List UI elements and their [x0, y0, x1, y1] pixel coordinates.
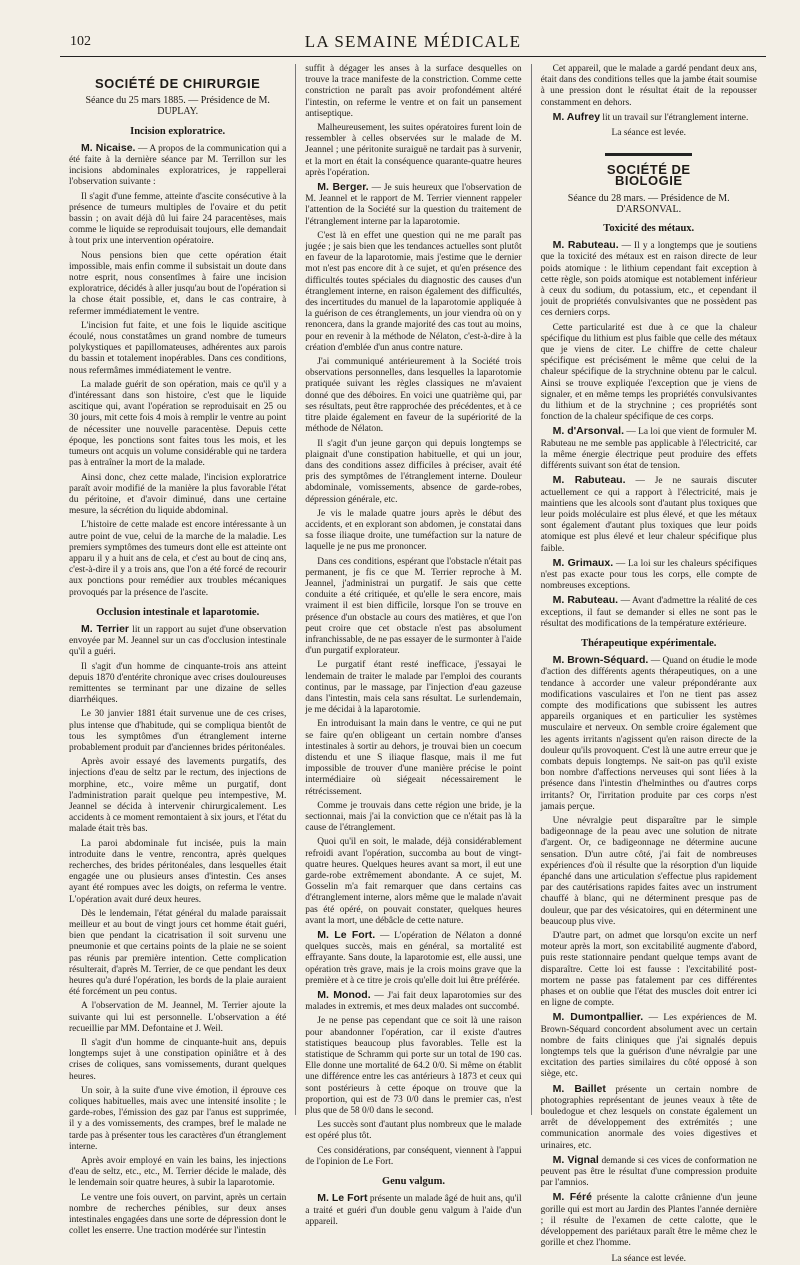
paragraph: La malade guérit de son opération, mais ce qu'il y a d'intéressant dans son histoire, c'est que le liquide ascitique qui, avant l'opération se reproduisait en 25 ou 30 jours, mit cette fois 4 mois à remplir le ventre au point de nécessiter une nouvelle paracentèse. Depuis cette époque, les ponctions sont faites tous les mois, et les tumeurs ont acquis un volume considérable qui ne tardera pas à entraîner la mort de la malade. — [69, 379, 287, 469]
subsection-title: Toxicité des métaux. — [603, 223, 695, 235]
paragraph-text: — A propos de la communication qui a été faite à la dernière séance par M. Terrillon sur les incisions abdominales exploratrices, je rappellerai l'observation suivante : — [69, 143, 287, 188]
subsection-title: Thérapeutique expérimentale. — [581, 637, 717, 649]
paragraph-text: lit un rapport au sujet d'une observation envoyée par M. Jeannel sur un cas d'occlusion intestinale qu'il a guéri. — [69, 624, 287, 658]
paragraph: A l'observation de M. Jeannel, M. Terrier ajoute la suivante qui lui est personnelle. L'observation a été recueillie par MM. Defontaine et J. Weil. — [69, 1001, 287, 1034]
paragraph-text: présente un malade âgé de huit ans, qu'il a traité et guéri d'un double genu valgum à l'aide d'un appareil. — [305, 1194, 522, 1227]
paragraph — [541, 1084, 757, 1152]
paragraph-text: — Les expériences de M. Brown-Séquard concordent absolument avec un certain nombre de faits cliniques que j'ai signalés depuis longtemps tels que la guérison d'une névralgie par une excitation des parties similaires du côté opposé à son siège, etc. — [540, 1013, 757, 1080]
paragraph — [305, 182, 521, 228]
section-title: SOCIÉTÉ DE BIOLOGIE — [605, 153, 692, 186]
speaker-name: M. Brown-Séquard. — [552, 654, 649, 667]
paragraph-text: — Il y a longtemps que je soutiens que la toxicité des métaux est en raison directe de leur poids atomique : le lithium cependant fait exception à cette règle, son poids atomique est notablement inférieur à ceux du sodium, du potassium, etc., et cependant il jouit de propriétés convulsivantes que ne possèdent pas ces derniers corps. — [540, 241, 757, 319]
paragraph: Nous pensions bien que cette opération était impossible, mais enfin comme il subsistait un doute dans notre esprit, nous consentîmes à faire une incision exploratrice, décidés à aller jusqu'au bout de l'opération si la chose était possible, et, dans le cas contraire, à refermer immédiatement le ventre. — [69, 250, 287, 317]
paragraph — [541, 112, 757, 124]
paragraph-text: — Quand on étudie le mode d'action des différents agents thérapeutiques, on a une tendance à accorder une valeur prépondérante aux modifications vasculaires et l'on ne tient pas assez compte des modifications que subissent les autres appareils organiques et en particulier les systèmes musculaire et nerveux. On semble croire également que les agents irritants n'agissent qu'en raison directe de la douleur qu'ils provoquent. C'est là une autre erreur que je combats depuis longtemps. Ne sait-on pas qu'il existe bon nombre d'affections nerveuses qui sont liées à la présence dans l'intestin d'helminthes ou d'autres corps irritants? Or, l'irritation produite par ces corps n'est jamais perçue. — [540, 656, 757, 812]
paragraph-text: présente la calotte crânienne d'un jeune gorille qui est mort au Jardin des Plantes l'année dernière ; il résulte de l'examen de cette calotte, que le développement des pariétaux paraît être le même chez le gorille et chez l'homme. — [540, 1193, 757, 1249]
paragraph — [305, 1193, 521, 1228]
speaker-name: M. Nicaise. — [81, 141, 136, 154]
speaker-name: M. Berger. — [317, 181, 369, 194]
paragraph-text: — Je suis heureux que l'observation de M. Jeannel et le rapport de M. Terrier viennent rappeler l'attention de la Société sur la question du traitement de l'étranglement interne par la laparotomie. — [305, 183, 522, 227]
paragraph: Quoi qu'il en soit, le malade, déjà considérablement refroidi avant l'opération, succomba au bout de vingt-quatre heures. Quelques heures avant sa mort, il eut une garde-robe extrêmement abondante. A ce sujet, M. Gosselin m'a fait remarquer que dans certains cas d'étranglement interne, alors même que le malade n'avait pas été opéré, on pouvait constater, quelques heures avant la mort, une débâcle de cette nature. — [305, 837, 522, 926]
paragraph: Après avoir employé en vain les bains, les injections d'eau de seltz, etc., etc., M. Terrier décide le malade, dès le lendemain soir quatre heures, à subir la laparotomie. — [69, 1156, 287, 1189]
paragraph: Ces considérations, par conséquent, viennent à l'appui de l'opinion de Le Fort. — [305, 1145, 522, 1167]
speaker-name: M. Féré — [552, 1191, 592, 1204]
paragraph: Les succès sont d'autant plus nombreux que le malade est opéré plus tôt. — [305, 1120, 522, 1142]
paragraph-text: présente un certain nombre de photographies représentant de jeunes veaux à tête de bouledogue et chez lesquels on constate également un arrêt de développement des extrémités ; une communication anormale des voies digestives et urinaires, etc. — [540, 1084, 757, 1151]
paragraph: La paroi abdominale fut incisée, puis la main introduite dans le ventre, rencontra, après quelques recherches, des brides péritonéales, dans lesquelles était engagée une ou plusieurs anses d'intestin. Ces anses ayant été rompues avec les doigts, on referma le ventre. L'opération avait duré deux heures. — [69, 838, 287, 905]
paragraph: Je ne pense pas cependant que ce soit là une raison pour abandonner l'opération, car il existe d'autres statistiques beaucoup plus favorables. Telle est la statistique de Schramm qui porte sur un total de 190 cas. Elle donne une mortalité de 64.2 0/0. Si même on établit une différence entre les cas antérieurs à 1873 et ceux qui sont postérieurs à cette époque on trouve que la proportion, qui est de 73 0/0 dans le premier cas, n'est plus que de 58 0/0 dans le second. — [305, 1016, 522, 1117]
speaker-name: M. Rabuteau. — [552, 474, 626, 487]
paragraph: Il s'agit d'une femme, atteinte d'ascite consécutive à la présence de tumeurs multiples de l'ovaire et du petit bassin ; on avait déjà dû lui faire 24 paracentèses, mais comme le liquide se reproduisait toujours, elle demandait à tout prix une intervention opératoire. — [69, 191, 287, 247]
paragraph: J'ai communiqué antérieurement à la Société trois observations personnelles, dans lesquelles la laparotomie pratiquée suivant les règles classiques ne m'avaient donné que des déboires. En voici une quatrième qui, par ses résultats, peut être rapprochée des précédentes, et à ce titre plaide également en faveur de la supériorité de la méthode de Nélaton. — [305, 357, 522, 435]
paragraph-text: — L'opération de Nélaton a donné quelques succès, mais en général, sa mortalité est effrayante. Sans doute, la laparotomie est, elle aussi, une opération très grave, mais je la crois moins grave que la première et à ce titre je crois qu'elle doit lui être préférée. — [305, 931, 522, 986]
paragraph: Dès le lendemain, l'état général du malade paraissait meilleur et au bout de vingt jours cet homme était guéri, bien que pendant la cicatrisation il soit survenu une pneumonie et que certains points de la plaie ne se soient pas réunis par première intention. Cette complication résulterait, d'après M. Terrier, de ce que pendant les deux heures qu'a duré l'opération, les bords de la plaie auraient été forcément un peu contus. — [69, 908, 287, 998]
session-closing: La séance est levée. — [611, 1253, 686, 1264]
speaker-name: M. Terrier — [81, 622, 129, 635]
column-right — [531, 64, 766, 1264]
paragraph: Le ventre une fois ouvert, on parvint, après un certain nombre de recherches pénibles, sur deux anses intestinales engagées dans une sorte de dépression dont le collet les enserre. Une traction modérée sur l'intestin — [69, 1192, 287, 1237]
subsection-title: Genu valgum. — [381, 1176, 445, 1188]
paragraph — [541, 240, 757, 319]
speaker-name: M. Monod. — [317, 989, 371, 1002]
speaker-name: M. Aufrey — [552, 110, 601, 123]
paragraph — [541, 1012, 757, 1080]
paragraph-text: — La loi que vient de formuler M. Rabuteau ne me semble pas applicable à l'électricité, car la même énergie électrique peut produire des effets différents suivant son état de tension. — [540, 427, 757, 472]
paragraph: Il s'agit d'un jeune garçon qui depuis longtemps se plaignait d'une constipation habituelle, et qui un jour, dans des conditions assez difficiles à préciser, avait été pris des symptômes de l'étranglement interne. Douleur abdominale, vomissements, absence de garde-robes, dépression générale, etc. — [305, 438, 522, 505]
subsection-title: Incision exploratrice. — [130, 125, 226, 137]
paragraph: Un soir, à la suite d'une vive émotion, il éprouve ces coliques habituelles, mais avec une intensité insolite ; le garde-robes, l'émission des gaz par l'anus est supprimée, il y a des vomissements, des crampes, bref le malade ne tarde pas à présenter tous les caractères d'un étranglement interne. — [69, 1085, 287, 1152]
paragraph: L'histoire de cette malade est encore intéressante à un autre point de vue, celui de la marche de la maladie. Les premiers symptômes des tumeurs dont elle est atteinte ont apparu il y a huit ans de cela, et c'est au bout de cinq ans, c'est-à-dire il y a trois ans, que l'on a été forcé de recourir aux ponctions pour remédier aux troubles mécaniques provoqués par la présence de l'ascite. — [69, 520, 287, 598]
running-title: LA SEMAINE MÉDICALE — [304, 32, 522, 51]
paragraph: Une névralgie peut disparaître par le simple badigeonnage de la peau avec une solution de nitrate d'argent. Or, ce badigeonnage ne détermine aucune sensation. D'un autre côté, j'ai fait de nombreuses expériences d'où il résulte que la résorption d'un liquide épanché dans une articulation s'effectue plus rapidement par des cautérisations rapides faites avec un instrument chauffé à blanc, qui ne déterminent presque pas de douleur, que par des vésicatoires, qui en déterminent une beaucoup plus vive. — [540, 815, 757, 927]
column-middle — [295, 64, 530, 1227]
paragraph — [541, 655, 757, 813]
paragraph: Après avoir essayé des lavements purgatifs, des injections d'eau de seltz par le rectum, des injections de morphine, etc., voire même un purgatif, dont l'administration parait quelque peu intempestive, M. Jeannel se décida à intervenir chirurgicalement. Les accidents à ce moment remontaient à six jours, et l'état du malade était très bas. — [69, 757, 287, 835]
speaker-name: M. Le Fort. — [317, 929, 376, 942]
speaker-name: M. Grimaux. — [552, 556, 614, 569]
text-columns — [60, 64, 766, 1264]
paragraph: Comme je trouvais dans cette région une bride, je la sectionnai, mais j'ai la conviction que ce n'était pas là la cause de l'étranglement. — [305, 800, 522, 834]
speaker-name: M. Vignal — [552, 1153, 599, 1166]
section-title: SOCIÉTÉ DE CHIRURGIE — [95, 76, 261, 91]
paragraph: L'incision fut faite, et une fois le liquide ascitique écoulé, nous constatâmes un grand nombre de tumeurs polykystiques et papillomateuses, adhérentes aux parois du bassin et totalement inopérables. Dans ces conditions, nous refermâmes immédiatement le ventre. — [69, 320, 287, 376]
paragraph — [541, 426, 757, 472]
paragraph: C'est là en effet une question qui ne me paraît pas jugée ; je sais bien que les tendances actuelles sont plutôt en faveur de la laparotomie, mais j'estime que le dernier mot n'est pas encore dit à ce sujet, et qu'en présence des difficultés toutes spéciales du diagnostic des causes d'un étranglement interne, en raison également des difficultés, des incertitudes du manuel de la laparotomie appliquée à la guérison de ces étranglements, un jour viendra où on y renoncera, dans la grande majorité des cas tout au moins, pour en revenir à la méthode de Nélaton, c'est-à-dire à la création d'emblée d'un anus contre nature. — [305, 230, 522, 353]
paragraph — [69, 624, 286, 659]
paragraph: En introduisant la main dans le ventre, ce qui ne put se faire qu'en obligeant un certain nombre d'anses intestinales à sortir au dehors, je trouvai bien un coecum distendu et une S iliaque flasque, mais il me fut impossible de trouver d'une manière précise le point intermédiaire où siégeait nécessairement le rétrécissement. — [305, 719, 522, 797]
session-closing: La séance est levée. — [611, 128, 686, 139]
paragraph: Je vis le malade quatre jours après le début des accidents, et en explorant son abdomen, je constatai dans sa fosse iliaque droite, une tuméfaction sur la nature de laquelle je ne pus me prononcer. — [305, 508, 522, 553]
session-line: Séance du 28 mars. — Présidence de M. D'ARSONVAL. — [567, 192, 730, 215]
paragraph-text: — J'ai fait deux laparotomies sur des malades in extremis, et mes deux malades ont succombé. — [305, 991, 522, 1013]
paragraph — [541, 595, 757, 630]
paragraph-text: — Je ne saurais discuter actuellement ce qui a rapport à l'électricité, mais je maintiens que les alcools sont d'autant plus toxiques que leur poids moléculaire est plus élevé, et que les métaux sont également d'autant plus toxiques que leur poids atomique est plus élevé et leur chaleur spécifique plus faible. — [540, 476, 757, 554]
paragraph: Cette particularité est due à ce que la chaleur spécifique du lithium est plus faible que celle des métaux que je viens de citer. Le chiffre de cette chaleur spécifique est précisément le même que celui de la chaleur spécifique de la strychnine obtenu par le calcul. Ainsi se trouve expliquée l'exception que je viens de signaler, et en même temps les propriétés convulsivantes du lithium et de la strychnine ; ces propriétés sont fonction de la chaleur spécifique de ces corps. — [540, 322, 757, 423]
paragraph-text: — La loi sur les chaleurs spécifiques n'est pas exacte pour tous les corps, elle compte de nombreuses exceptions. — [540, 558, 757, 592]
paragraph — [541, 475, 757, 554]
page-header — [60, 32, 766, 54]
paragraph: D'autre part, on admet que lorsqu'on excite un nerf moteur après la mort, son excitabilité augmente d'abord, puis reste stationnaire pendant quelque temps avant de disparaître. Cette loi est fausse : l'excitabilité post-mortem ne passe pas fatalement par ces différentes phases et on oublie que l'état des muscles doit entrer ici en ligne de compte. — [540, 931, 757, 1009]
paragraph — [541, 1155, 757, 1190]
speaker-name: M. Baillet — [552, 1082, 606, 1095]
paragraph — [541, 1192, 757, 1249]
paragraph: suffit à dégager les anses à la surface desquelles on trouve la trace manifeste de la constriction. Comme cette constriction ne paraît pas avoir profondément altéré l'intestin, on referme le ventre et on fait un pansement antiseptique. — [305, 64, 522, 119]
header-rule — [60, 56, 766, 57]
paragraph: Il s'agit d'un homme de cinquante-trois ans atteint depuis 1870 d'entérite chronique avec crises douloureuses remittentes se terminant par une dizaine de selles diarrhéiques. — [69, 661, 287, 706]
paragraph: Le 30 janvier 1881 était survenue une de ces crises, plus intense que d'habitude, qui se compliqua bientôt de tous les symptômes d'un étranglement interne probablement produit par d'anciennes brides péritonéales. — [69, 709, 287, 753]
paragraph-text: demande si ces vices de conformation ne peuvent pas être le résultat d'une compression produite par l'amnios. — [540, 1155, 757, 1189]
paragraph: Ainsi donc, chez cette malade, l'incision exploratrice paraît avoir modifié de la manière la plus favorable l'état du péritoine, et d'avoir diminué, dans une certaine mesure, la sécrétion du liquide abdominal. — [69, 472, 287, 517]
speaker-name: M. Rabuteau. — [552, 239, 619, 252]
speaker-name: M. d'Arsonval. — [552, 425, 624, 438]
speaker-name: M. Dumontpallier. — [552, 1011, 644, 1024]
paragraph: Dans ces conditions, espérant que l'obstacle n'était pas permanent, je fis ce que M. Terrier reproche à M. Jeannel, j'administrai un purgatif. Je sais que cette conduite a été critiquée, et qu'elle le sera encore, mais vraiment il est bien difficile, lorsque l'on se trouve en présence d'un obstacle au cours des matières, et que l'on peut croire que cet obstacle n'est pas absolument infranchissable, de ne pas essayer de le surmonter à l'aide d'un purgatif explorateur. — [305, 556, 522, 657]
speaker-name: M. Le Fort — [317, 1192, 368, 1205]
paragraph: Il s'agit d'un homme de cinquante-huit ans, depuis longtemps sujet à une constipation opiniâtre et à des crises de coliques, sans vomissements, durant quelques heures. — [69, 1038, 287, 1082]
page-number: 102 — [70, 34, 91, 49]
speaker-name: M. Rabuteau. — [552, 594, 619, 607]
paragraph: Malheureusement, les suites opératoires furent loin de ressembler à celles observées sur le malade de M. Jeannel ; une péritonite suraiguë ne tardait pas à survenir, et la mort en était la conséquence quarante-quatre heures après l'opération. — [305, 123, 522, 178]
paragraph — [305, 930, 521, 987]
paragraph — [541, 558, 757, 593]
paragraph: Cet appareil, que le malade a gardé pendant deux ans, était dans des conditions telles que la jambe était soumise à une pression dont le résultat était de la repousser constamment en dehors. — [540, 64, 757, 108]
column-left — [60, 64, 295, 1237]
paragraph — [305, 990, 521, 1013]
paragraph-text: lit un travail sur l'étranglement interne. — [602, 112, 749, 123]
paragraph — [69, 143, 286, 189]
paragraph: Le purgatif étant resté inefficace, j'essayai le lendemain de traiter le malade par l'emploi des courants continus, par le massage, par l'injection d'eau gazeuse dans l'intestin, mais cela sans résultat. Le surlendemain, je me décidai à la laparotomie. — [305, 660, 522, 716]
paragraph-text: — Avant d'admettre la réalité de ces exceptions, il faut se demander si elles ne sont pas le résultat des modifications de la température extérieure. — [540, 596, 757, 629]
subsection-title: Occlusion intestinale et laparotomie. — [96, 606, 260, 618]
session-line: Séance du 25 mars 1885. — Présidence de M. DUPLAY. — [85, 95, 270, 118]
